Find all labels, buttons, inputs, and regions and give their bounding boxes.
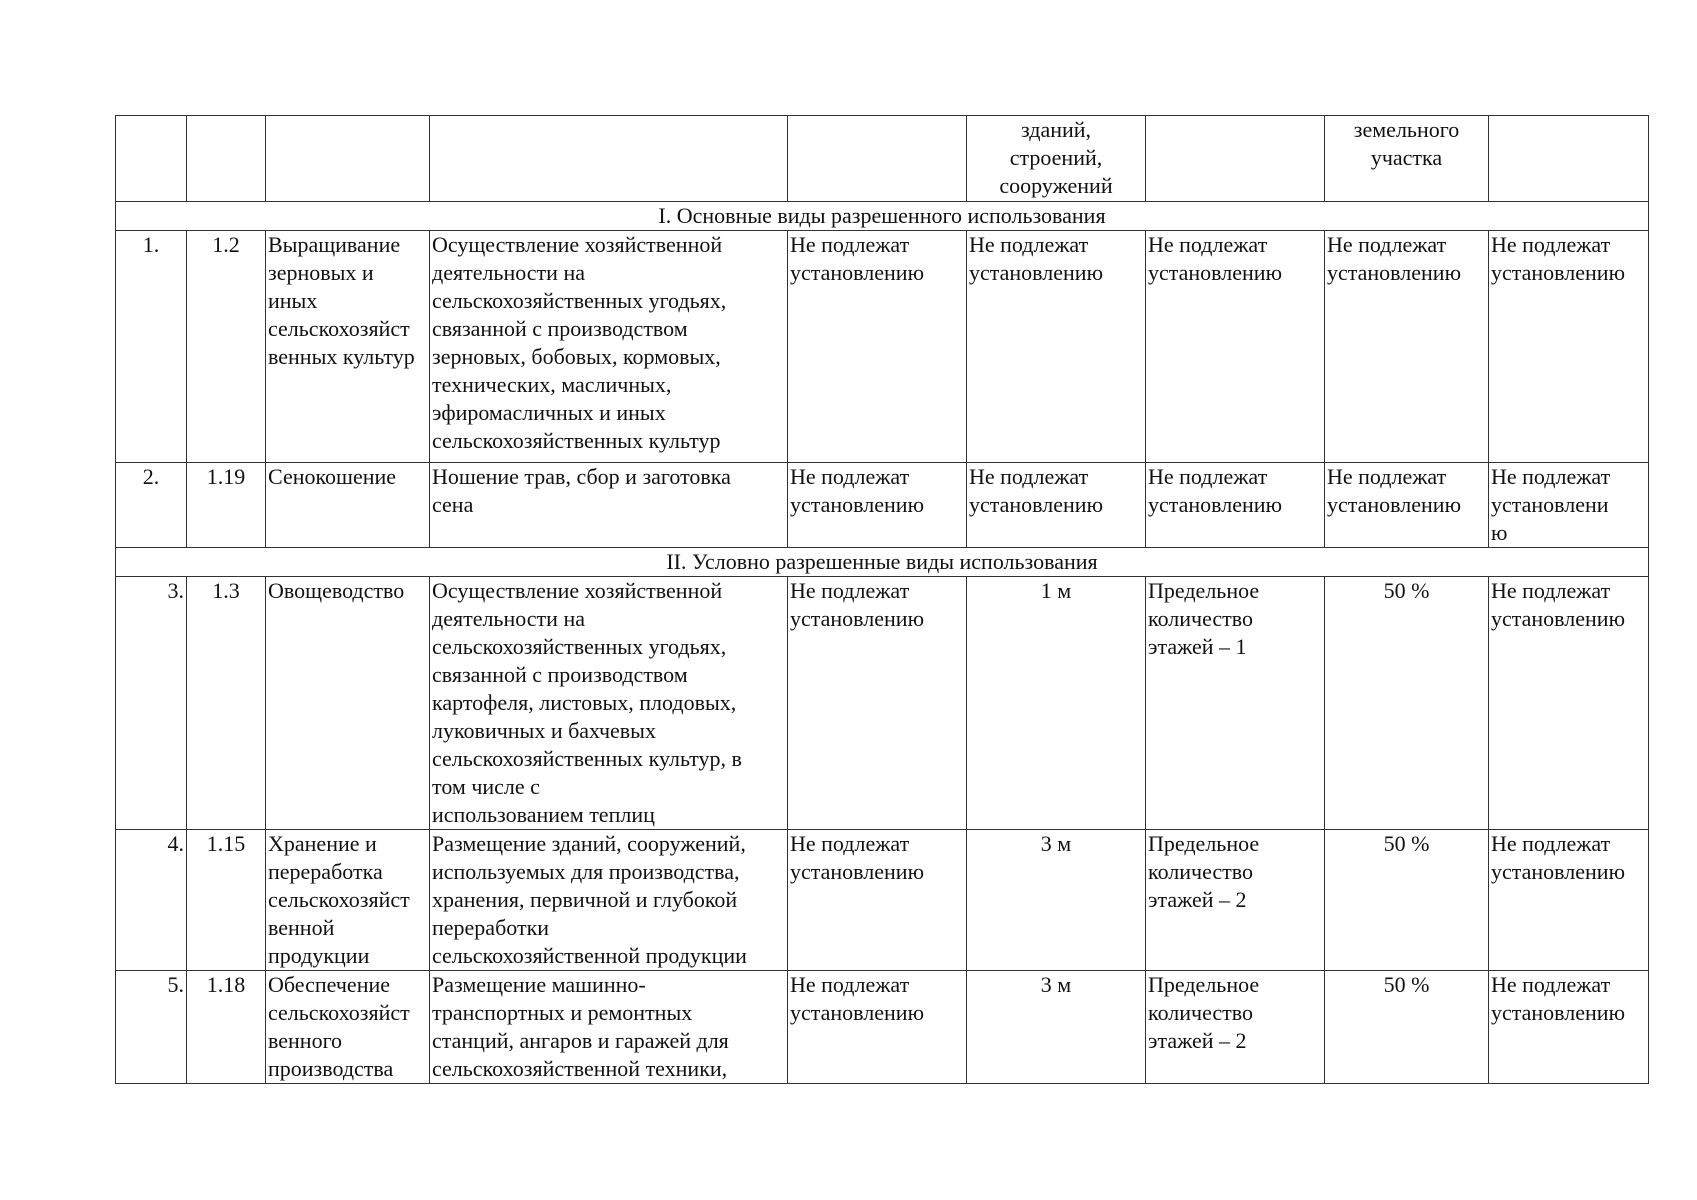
cell-col8	[1325, 577, 1489, 830]
text-line: зданий,	[1020, 117, 1092, 142]
text-line: количество	[1148, 859, 1254, 884]
cell-col7	[1146, 231, 1325, 463]
section-title: I. Основные виды разрешенного использования	[116, 202, 1649, 231]
text-line: картофеля, листовых, плодовых,	[432, 690, 737, 715]
text-line: деятельности на	[432, 260, 585, 285]
text-line: связанной с производством	[432, 316, 688, 341]
text-line: 50 %	[1383, 578, 1430, 603]
text-line: сельскохозяйст	[268, 887, 410, 912]
text-line: Осуществление хозяйственной	[432, 232, 723, 257]
cell-col9	[1489, 463, 1649, 548]
classifier-code: 1.18	[187, 971, 266, 1084]
use-type-description	[430, 577, 788, 830]
text-line: Не подлежат	[1491, 232, 1611, 257]
text-line: Не подлежат	[790, 464, 910, 489]
cell-col9	[1489, 830, 1649, 971]
text-line: Не подлежат	[1491, 464, 1611, 489]
text-line: установлению	[1148, 260, 1283, 285]
text-line: Размещение зданий, сооружений,	[432, 831, 746, 856]
text-line: зерновых, бобовых, кормовых,	[432, 344, 721, 369]
land-use-table	[115, 115, 1649, 1084]
use-type-description	[430, 830, 788, 971]
row-number: 2.	[116, 463, 187, 548]
text-line: связанной с производством	[432, 662, 688, 687]
text-line: сельскохозяйственной техники,	[432, 1056, 728, 1081]
table-row	[116, 231, 1649, 463]
cell-col6	[967, 577, 1146, 830]
text-line: технических, масличных,	[432, 372, 672, 397]
text-line: Не подлежат	[1148, 232, 1268, 257]
section-header-row	[116, 202, 1649, 231]
text-line: этажей – 1	[1148, 634, 1247, 659]
text-line: 3 м	[1040, 972, 1072, 997]
table-row	[116, 577, 1649, 830]
text-line: установлению	[1327, 260, 1462, 285]
cell-col8	[1325, 231, 1489, 463]
text-line: луковичных и бахчевых	[432, 718, 656, 743]
text-line: установлению	[790, 492, 925, 517]
text-line: Осуществление хозяйственной	[432, 578, 723, 603]
cell-col6	[967, 463, 1146, 548]
classifier-code: 1.3	[187, 577, 266, 830]
cell-col5	[788, 971, 967, 1084]
text-line: этажей – 2	[1148, 1028, 1247, 1053]
text-line: земельного	[1353, 117, 1460, 142]
text-line: Не подлежат	[1491, 831, 1611, 856]
text-line: участка	[1370, 145, 1443, 170]
text-line: этажей – 2	[1148, 887, 1247, 912]
cell-col5	[788, 830, 967, 971]
row-number: 3.	[116, 577, 187, 830]
text-line: Не подлежат	[1491, 972, 1611, 997]
use-type-name	[266, 463, 430, 548]
cell-col7	[1146, 577, 1325, 830]
text-line: Не подлежат	[1491, 578, 1611, 603]
text-line: количество	[1148, 606, 1254, 631]
use-type-description	[430, 971, 788, 1084]
cell-col6	[967, 231, 1146, 463]
text-line: количество	[1148, 1000, 1254, 1025]
text-line: установлению	[790, 606, 925, 631]
classifier-code: 1.2	[187, 231, 266, 463]
text-line: Ношение трав, сбор и заготовка	[432, 464, 731, 489]
text-line: установлению	[969, 492, 1104, 517]
text-line: Обеспечение	[268, 972, 390, 997]
header-row	[116, 116, 1649, 202]
cell-col6	[967, 971, 1146, 1084]
text-line: Не подлежат	[969, 232, 1089, 257]
text-line: продукции	[268, 943, 370, 968]
cell-col9	[1489, 231, 1649, 463]
text-line: сельскохозяйст	[268, 1000, 410, 1025]
text-line: венной	[268, 915, 335, 940]
text-line: 1 м	[1040, 578, 1072, 603]
text-line: переработка	[268, 859, 383, 884]
text-line: Хранение и	[268, 831, 377, 856]
text-line: сена	[432, 492, 474, 517]
text-line: Размещение машинно-	[432, 972, 646, 997]
row-number: 4.	[116, 830, 187, 971]
use-type-name	[266, 577, 430, 830]
cell-col5	[788, 463, 967, 548]
text-line: Не подлежат	[790, 578, 910, 603]
table-row	[116, 971, 1649, 1084]
cell-col5	[788, 231, 967, 463]
text-line: строений,	[1009, 145, 1103, 170]
cell-col7	[1146, 830, 1325, 971]
row-number: 5.	[116, 971, 187, 1084]
classifier-code: 1.15	[187, 830, 266, 971]
text-line: установлению	[1148, 492, 1283, 517]
use-type-description	[430, 463, 788, 548]
text-line: иных	[268, 288, 318, 313]
text-line: эфиромасличных и иных	[432, 400, 666, 425]
text-line: установлению	[1491, 859, 1626, 884]
cell-col9	[1489, 971, 1649, 1084]
use-type-name	[266, 231, 430, 463]
text-line: том числе с	[432, 774, 540, 799]
use-type-name	[266, 971, 430, 1084]
cell-col7	[1146, 463, 1325, 548]
text-line: станций, ангаров и гаражей для	[432, 1028, 729, 1053]
classifier-code: 1.19	[187, 463, 266, 548]
text-line: установлению	[790, 1000, 925, 1025]
text-line: Овощеводство	[268, 578, 405, 603]
text-line: 50 %	[1383, 831, 1430, 856]
text-line: Не подлежат	[1327, 232, 1447, 257]
header-cell-buildings	[967, 116, 1146, 202]
section-title: II. Условно разрешенные виды использования	[116, 548, 1649, 577]
text-line: 3 м	[1040, 831, 1072, 856]
text-line: деятельности на	[432, 606, 585, 631]
cell-col6	[967, 830, 1146, 971]
text-line: венных культур	[268, 344, 415, 369]
text-line: установлению	[1491, 260, 1626, 285]
text-line: установлени	[1491, 492, 1609, 517]
text-line: переработки	[432, 915, 550, 940]
table-row	[116, 830, 1649, 971]
text-line: Предельное	[1148, 578, 1260, 603]
text-line: Выращивание	[268, 232, 401, 257]
text-line: использованием теплиц	[432, 802, 655, 827]
use-type-description	[430, 231, 788, 463]
cell-col8	[1325, 463, 1489, 548]
text-line: Не подлежат	[1148, 464, 1268, 489]
text-line: Не подлежат	[790, 232, 910, 257]
text-line: используемых для производства,	[432, 859, 740, 884]
text-line: зерновых и	[268, 260, 374, 285]
text-line: сооружений	[999, 173, 1113, 198]
text-line: Не подлежат	[969, 464, 1089, 489]
text-line: транспортных и ремонтных	[432, 1000, 693, 1025]
use-type-name	[266, 830, 430, 971]
section-header-row	[116, 548, 1649, 577]
text-line: Сенокошение	[268, 464, 397, 489]
text-line: Предельное	[1148, 972, 1260, 997]
cell-col8	[1325, 830, 1489, 971]
text-line: сельскохозяйственных угодьях,	[432, 288, 727, 313]
text-line: установлению	[1491, 606, 1626, 631]
text-line: сельскохозяйственных угодьях,	[432, 634, 727, 659]
table-row	[116, 463, 1649, 548]
text-line: 50 %	[1383, 972, 1430, 997]
text-line: производства	[268, 1056, 394, 1081]
cell-col8	[1325, 971, 1489, 1084]
text-line: установлению	[1491, 1000, 1626, 1025]
cell-col9	[1489, 577, 1649, 830]
text-line: установлению	[790, 260, 925, 285]
header-cell-land-plot	[1325, 116, 1489, 202]
text-line: установлению	[1327, 492, 1462, 517]
text-line: установлению	[790, 859, 925, 884]
text-line: венного	[268, 1028, 343, 1053]
text-line: Не подлежат	[790, 831, 910, 856]
text-line: хранения, первичной и глубокой	[432, 887, 738, 912]
text-line: ю	[1491, 520, 1508, 545]
text-line: Предельное	[1148, 831, 1260, 856]
row-number: 1.	[116, 231, 187, 463]
cell-col5	[788, 577, 967, 830]
text-line: установлению	[969, 260, 1104, 285]
text-line: сельскохозяйственных культур	[432, 428, 721, 453]
text-line: Не подлежат	[1327, 464, 1447, 489]
cell-col7	[1146, 971, 1325, 1084]
text-line: сельскохозяйст	[268, 316, 410, 341]
text-line: Не подлежат	[790, 972, 910, 997]
text-line: сельскохозяйственной продукции	[432, 943, 747, 968]
text-line: сельскохозяйственных культур, в	[432, 746, 742, 771]
